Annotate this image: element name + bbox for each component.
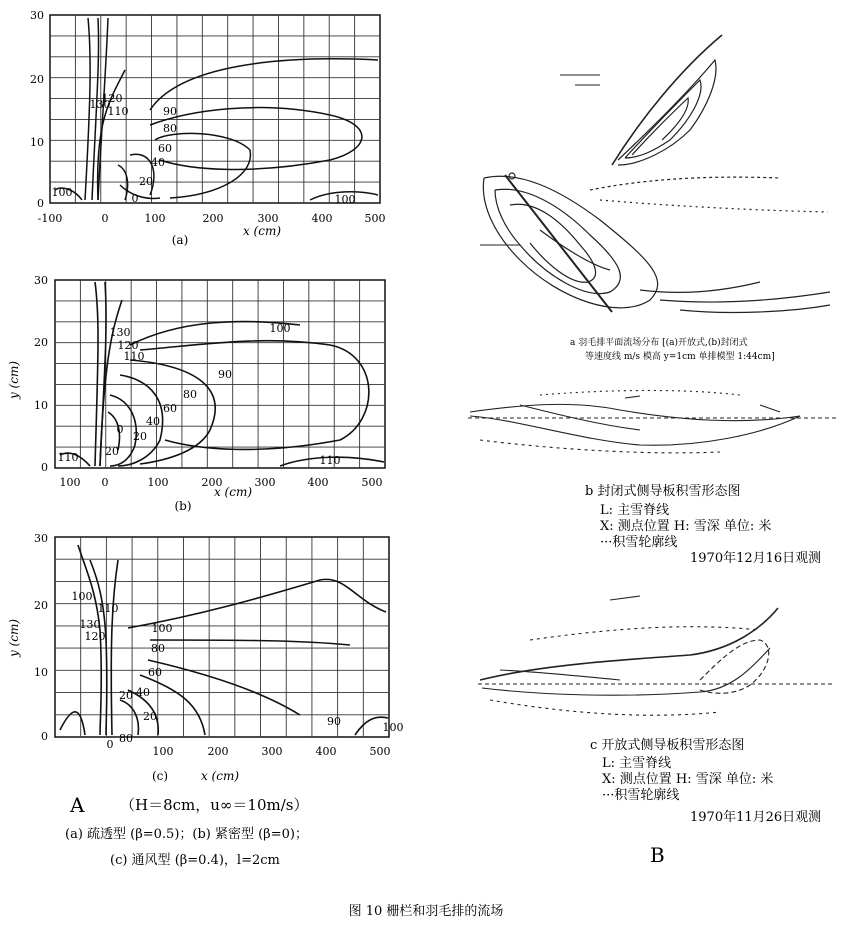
panel-b-sub-b-legend1: L: 主雪脊线 xyxy=(600,503,670,518)
x-tick: 100 xyxy=(144,212,166,225)
panel-b-sub-a-caption-line2: 等速度线 m/s 模高 y=1cm 单排模型 1:44cm] xyxy=(585,352,775,362)
y-tick: 0 xyxy=(41,461,48,474)
figure-caption: 图 10 栅栏和羽毛排的流场 xyxy=(348,904,504,919)
plot-b xyxy=(7,274,385,513)
x-tick: 100 xyxy=(59,476,81,489)
contour-label: 100 xyxy=(382,721,404,734)
y-tick: 0 xyxy=(41,730,48,743)
plot-a-yticks xyxy=(30,9,44,210)
contour-label: 90 xyxy=(218,368,232,381)
panel-a-caption-line1: (a) 疏透型 (β=0.5)；(b) 紧密型 (β=0)； xyxy=(65,827,308,842)
panel-b-sub-c-legend1: L: 主雪脊线 xyxy=(602,756,672,771)
contour-label: 20 xyxy=(133,430,147,443)
x-tick: -100 xyxy=(37,212,63,225)
plot-a-xlabel: x (cm) xyxy=(242,224,282,238)
panel-b-open-sketch xyxy=(478,596,832,715)
x-tick: 300 xyxy=(254,476,276,489)
panel-b-sub-c-date: 1970年11月26日观测 xyxy=(690,810,822,825)
contour-label: 40 xyxy=(136,686,150,699)
contour-label: 20 xyxy=(119,689,133,702)
y-tick: 30 xyxy=(34,274,48,287)
x-tick: 400 xyxy=(307,476,329,489)
panel-b-sub-c-legend2: X: 测点位置 H: 雪深 单位: 米 xyxy=(602,772,774,787)
panel-b-sub-b-text xyxy=(585,483,821,566)
contour-label: 0 xyxy=(106,738,114,751)
contour-label: 0 xyxy=(131,192,139,205)
y-tick: 30 xyxy=(34,532,48,545)
x-tick: 200 xyxy=(202,212,224,225)
x-tick: 300 xyxy=(261,745,283,758)
y-tick: 30 xyxy=(30,9,44,22)
contour-label: 100 xyxy=(151,622,173,635)
contour-label: 40 xyxy=(146,415,160,428)
x-tick: 500 xyxy=(364,212,386,225)
contour-label: 110 xyxy=(97,602,119,615)
x-tick: 400 xyxy=(311,212,333,225)
contour-label: 90 xyxy=(327,715,341,728)
contour-label: 120 xyxy=(101,92,123,105)
contour-label: 110 xyxy=(57,451,79,464)
y-tick: 20 xyxy=(30,73,44,86)
y-tick: 10 xyxy=(30,136,44,149)
plot-a-xticks xyxy=(38,212,386,225)
contour-label: 110 xyxy=(107,105,129,118)
panel-b-closed-sketch xyxy=(468,390,836,452)
panel-a-label: A xyxy=(70,793,85,817)
contour-label: 120 xyxy=(84,630,106,643)
contour-label: 80 xyxy=(163,122,177,135)
contour-label: 60 xyxy=(148,666,162,679)
contour-label: 100 xyxy=(51,186,73,199)
y-tick: 10 xyxy=(34,666,48,679)
plot-b-yticks xyxy=(34,274,48,474)
contour-label: 20 xyxy=(143,710,157,723)
contour-label: 100 xyxy=(71,590,93,603)
plot-c-contours xyxy=(60,545,388,735)
contour-label: 0 xyxy=(116,423,124,436)
x-tick: 200 xyxy=(201,476,223,489)
panel-b-sub-c-title: c 开放式侧导板积雪形态图 xyxy=(590,738,745,753)
plot-a xyxy=(30,9,386,247)
contour-label: 60 xyxy=(158,142,172,155)
panel-b-sub-b-title: b 封闭式侧导板积雪形态图 xyxy=(585,484,741,499)
contour-label: 110 xyxy=(123,350,145,363)
contour-label: 20 xyxy=(139,175,153,188)
plot-c-sublabel: (c) xyxy=(151,769,169,783)
y-tick: 0 xyxy=(37,197,44,210)
x-tick: 400 xyxy=(315,745,337,758)
plot-b-sublabel: (b) xyxy=(174,499,192,513)
plot-c-xticks xyxy=(153,745,391,758)
contour-label: 40 xyxy=(151,156,165,169)
plot-b-ylabel: y (cm) xyxy=(7,360,21,400)
panel-b-sub-b-legend2: X: 测点位置 H: 雪深 单位: 米 xyxy=(600,519,772,534)
contour-label: 20 xyxy=(105,445,119,458)
panel-b-label: B xyxy=(650,843,665,867)
contour-label: 110 xyxy=(319,454,341,467)
contour-label: 100 xyxy=(269,322,291,335)
contour-label: 120 xyxy=(117,339,139,352)
x-tick: 0 xyxy=(101,212,109,225)
panel-b-sub-c-legend3: ···积雪轮廓线 xyxy=(602,788,680,803)
panel-a-params: （H＝8cm，u∞＝10m/s） xyxy=(120,796,309,814)
plot-b-xlabel: x (cm) xyxy=(213,485,253,499)
plot-c-xlabel: x (cm) xyxy=(200,769,240,783)
contour-label: 130 xyxy=(109,326,131,339)
contour-label: 60 xyxy=(163,402,177,415)
plot-a-sublabel: (a) xyxy=(171,233,189,247)
x-tick: 100 xyxy=(147,476,169,489)
x-tick: 500 xyxy=(369,745,391,758)
y-tick: 10 xyxy=(34,399,48,412)
contour-label: 130 xyxy=(89,98,111,111)
panel-b-flowfield-sketch xyxy=(480,35,830,312)
x-tick: 200 xyxy=(207,745,229,758)
x-tick: 500 xyxy=(361,476,383,489)
contour-label: 80 xyxy=(183,388,197,401)
x-tick: 0 xyxy=(101,476,109,489)
contour-label: 130 xyxy=(79,618,101,631)
panel-b-sub-b-date: 1970年12月16日观测 xyxy=(690,551,822,566)
contour-label: 80 xyxy=(151,642,165,655)
contour-label: 80 xyxy=(119,732,133,745)
panel-b-sub-a-caption xyxy=(570,336,775,362)
plot-c-ylabel: y (cm) xyxy=(7,618,21,658)
y-tick: 20 xyxy=(34,599,48,612)
plot-c xyxy=(7,532,404,783)
plot-c-yticks xyxy=(34,532,48,743)
y-tick: 20 xyxy=(34,336,48,349)
x-tick: 300 xyxy=(257,212,279,225)
contour-label: 90 xyxy=(163,105,177,118)
panel-b-sub-b-legend3: ···积雪轮廓线 xyxy=(600,535,678,550)
panel-a-caption-line2: (c) 通风型 (β=0.4)，l=2cm xyxy=(110,853,280,868)
panel-b-sub-c-text xyxy=(590,737,821,825)
x-tick: 100 xyxy=(152,745,174,758)
panel-b-sub-a-caption-line1: a 羽毛排平面流场分布 [(a)开放式,(b)封闭式 xyxy=(570,338,748,348)
contour-label: 100 xyxy=(334,193,356,206)
